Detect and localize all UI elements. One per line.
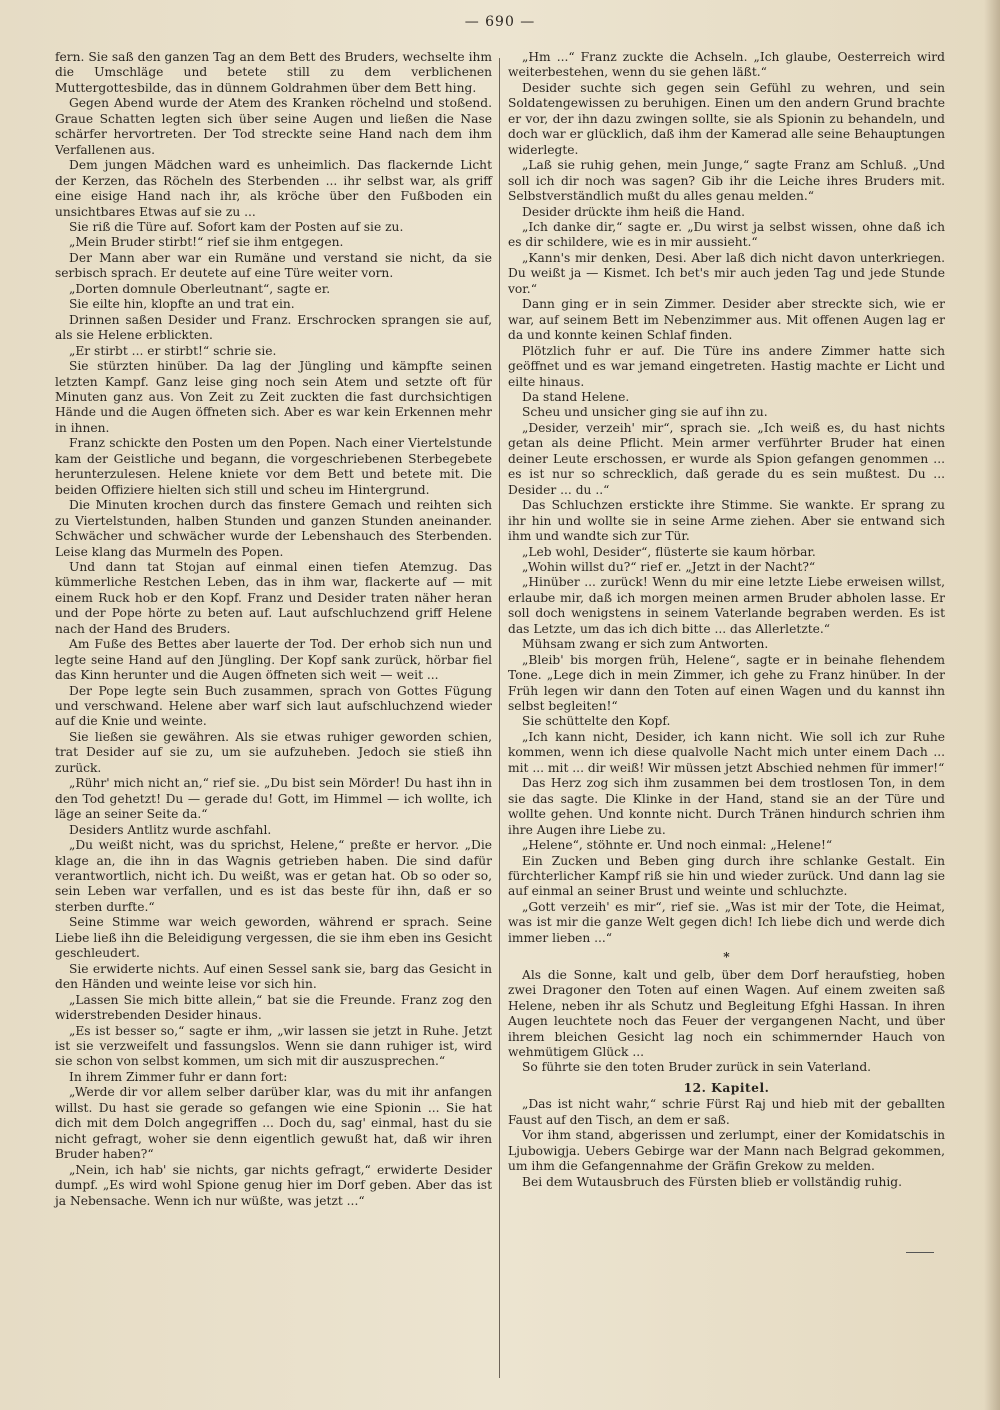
paragraph: „Kann's mir denken, Desi. Aber laß dich nicht davon unterkriegen. Du weißt ja — Kismet. Ich bet's mir auch jeden Tag und jede Stunde vor.“ <box>508 250 945 296</box>
paragraph: Da stand Helene. <box>522 389 630 404</box>
paragraph: Desider suchte sich gegen sein Gefühl zu wehren, und sein Soldatengewissen zu beruhigen. Einen um den andern Grund brachte er vor, der ihn dazu zwingen sollte, sie als Spionin zu behandeln, und doch war er glücklich, daß ihm der Kamerad alle seine Behauptungen widerlegte. <box>508 80 945 157</box>
paragraph: „Laß sie ruhig gehen, mein Junge,“ sagte Franz am Schluß. „Und soll ich dir noch was sagen? Gib ihr die Leiche ihres Bruders mit. Selbstverständlich mußt du alles genau melden.“ <box>508 158 945 204</box>
paragraph: Sie stürzten hinüber. Da lag der Jüngling und kämpfte seinen letzten Kampf. Ganz leise ging noch sein Atem und setzte oft für Minuten ganz aus. Von Zeit zu Zeit zuckten die fast durchsichtigen Hände und die Augen öffneten sich. Aber es war kein Erkennen mehr in ihnen. <box>55 359 492 435</box>
paragraph: „Lassen Sie mich bitte allein,“ bat sie die Freunde. Franz zog den widerstrebenden Desider hinaus. <box>55 992 492 1023</box>
paragraph: fern. Sie saß den ganzen Tag an dem Bett des Bruders, wechselte ihm die Umschläge und betete still zu dem verblichenen Muttergottesbilde, das in dünnem Goldrahmen über dem Bett hing. <box>55 50 492 95</box>
paragraph: So führte sie den toten Bruder zurück in sein Vaterland. <box>522 1060 872 1075</box>
paragraph: Scheu und unsicher ging sie auf ihn zu. <box>522 405 768 420</box>
paragraph: „Leb wohl, Desider“, flüsterte sie kaum hörbar. <box>522 544 816 559</box>
decorative-rule <box>906 1252 934 1253</box>
paragraph: Drinnen saßen Desider und Franz. Erschrocken sprangen sie auf, als sie Helene erblickten. <box>55 312 492 343</box>
paragraph: „Dorten domnule Oberleutnant“, sagte er. <box>69 281 331 296</box>
paragraph: „Das ist nicht wahr,“ schrie Fürst Raj und hieb mit der geballten Faust auf den Tisch, an dem er saß. <box>508 1097 945 1127</box>
paragraph: „Hm ...“ Franz zuckte die Achseln. „Ich glaube, Oesterreich wird weiterbestehen, wenn du sie gehen läßt.“ <box>508 50 945 80</box>
paragraph: Sie schüttelte den Kopf. <box>522 714 671 729</box>
paragraph: Sie ließen sie gewähren. Als sie etwas ruhiger geworden schien, trat Desider auf sie zu, um sie aufzuheben. Jedoch sie stieß ihn zurück. <box>55 729 492 775</box>
paragraph: Bei dem Wutausbruch des Fürsten blieb er vollständig ruhig. <box>522 1174 903 1189</box>
paragraph: „Ich danke dir,“ sagte er. „Du wirst ja selbst wissen, ohne daß ich es dir schildere, wie es in mir aussieht.“ <box>508 219 945 250</box>
paragraph: „Desider, verzeih' mir“, sprach sie. „Ich weiß es, du hast nichts getan als deine Pflicht. Mein armer verführter Bruder hat einen deiner Leute erschossen, er wurde als Spion gefangen genommen ... es ist nur so schrecklich, daß gerade du es sein mußtest. Du ... Desider ... du ..“ <box>508 420 945 497</box>
paragraph: „Er stirbt ... er stirbt!“ schrie sie. <box>69 343 277 358</box>
paragraph: Ein Zucken und Beben ging durch ihre schlanke Gestalt. Ein fürchterlicher Kampf riß sie hin und wieder zurück. Und dann lag sie auf einmal an seiner Brust und weinte und schluchzte. <box>508 853 945 899</box>
paragraph: „Hinüber ... zurück! Wenn du mir eine letzte Liebe erweisen willst, erlaube mir, daß ich morgen meinen armen Bruder abholen lasse. Er soll doch wenigstens in seinem Vaterlande begraben werden. Es ist das Letzte, um das ich dich bitte ... das Allerletzte.“ <box>508 575 945 636</box>
page-number: — 690 — <box>464 14 536 30</box>
page-edge-shadow <box>984 0 1000 1410</box>
paragraph: Der Mann aber war ein Rumäne und verstand sie nicht, da sie serbisch sprach. Er deutete auf eine Türe weiter vorn. <box>55 250 492 281</box>
paragraph: „Ich kann nicht, Desider, ich kann nicht. Wie soll ich zur Ruhe kommen, wenn ich diese qualvolle Nacht mich unter einem Dach ... mit ... mit ... dir weiß! Wir müssen jetzt Abschied nehmen für immer!“ <box>508 729 945 775</box>
paragraph: Seine Stimme war weich geworden, während er sprach. Seine Liebe ließ ihn die Beleidigung vergessen, die sie ihm eben ins Gesicht geschleudert. <box>55 915 492 961</box>
paragraph: Sie eilte hin, klopfte an und trat ein. <box>69 297 295 312</box>
paragraph: Das Schluchzen erstickte ihre Stimme. Sie wankte. Er sprang zu ihr hin und wollte sie in seine Arme ziehen. Aber sie entwand sich ihm und wandte sich zur Tür. <box>508 498 945 544</box>
paragraph: Vor ihm stand, abgerissen und zerlumpt, einer der Komidatschis in Ljubowigja. Uebers Gebirge war der Mann nach Belgrad gekommen, um ihm die Gefangennahme der Gräfin Grekow zu melden. <box>508 1128 945 1174</box>
paragraph: „Werde dir vor allem selber darüber klar, was du mit ihr anfangen willst. Du hast sie gerade so gefangen wie eine Spionin ... Sie hat dich mit dem Dolch angegriffen ... Doch du, sag' einmal, hast du sie nicht gefragt, woher sie denn eigentlich gewußt hat, daß wir ihren Bruder haben?“ <box>55 1085 492 1162</box>
paragraph: Als die Sonne, kalt und gelb, über dem Dorf heraufstieg, hoben zwei Dragoner den Toten auf einen Wagen. Auf einem zweiten saß Helene, neben ihr als Schutz und Begleitung Efghi Hassan. In ihren Augen leuchtete noch das Feuer der vergangenen Nacht, und über ihrem bleichen Gesicht lag noch ein schimmernder Hauch von wehmütigem Glück ... <box>508 967 945 1059</box>
paragraph: Der Pope legte sein Buch zusammen, sprach von Gottes Fügung und verschwand. Helene aber warf sich laut aufschluchzend wieder auf die Knie und weinte. <box>55 683 492 729</box>
chapter-heading: 12. Kapitel. <box>683 1079 770 1095</box>
paragraph: Desiders Antlitz wurde aschfahl. <box>69 822 272 837</box>
paragraph: Sie erwiderte nichts. Auf einen Sessel sank sie, barg das Gesicht in den Händen und weinte leise vor sich hin. <box>55 961 492 992</box>
paragraph: Und dann tat Stojan auf einmal einen tiefen Atemzug. Das kümmerliche Restchen Leben, das in ihm war, flackerte auf — mit einem Ruck hob er den Kopf. Franz und Desider traten näher heran und der Pope hörte zu beten auf. Laut aufschluchzend griff Helene nach der Hand des Bruders. <box>55 559 492 636</box>
paragraph: „Mein Bruder stirbt!“ rief sie ihm entgegen. <box>69 235 344 250</box>
column-divider <box>499 58 500 1378</box>
paragraph: Das Herz zog sich ihm zusammen bei dem trostlosen Ton, in dem sie das sagte. Die Klinke in der Hand, stand sie an der Türe und wollte gehen. Und konnte nicht. Durch Tränen hindurch schrien ihm ihre Augen ihre Liebe zu. <box>508 776 945 837</box>
paragraph: Mühsam zwang er sich zum Antworten. <box>522 637 769 652</box>
paragraph: Plötzlich fuhr er auf. Die Türe ins andere Zimmer hatte sich geöffnet und es war jemand eingetreten. Hastig machte er Licht und eilte hinaus. <box>508 343 945 389</box>
paragraph: „Helene“, stöhnte er. Und noch einmal: „Helene!“ <box>522 838 833 853</box>
paragraph: Gegen Abend wurde der Atem des Kranken röchelnd und stoßend. Graue Schatten legten sich über seine Augen und ließen die Nase schärfer hervortreten. Der Tod streckte seine Hand nach dem ihm Verfallenen aus. <box>55 96 492 157</box>
section-break-star: * <box>723 949 730 965</box>
paragraph: Desider drückte ihm heiß die Hand. <box>522 204 746 219</box>
paragraph: In ihrem Zimmer fuhr er dann fort: <box>69 1069 288 1084</box>
paragraph: Sie riß die Türe auf. Sofort kam der Posten auf sie zu. <box>69 219 404 234</box>
paragraph: „Bleib' bis morgen früh, Helene“, sagte er in beinahe flehendem Tone. „Lege dich in mein Zimmer, ich gehe zu Franz hinüber. In der Früh legen wir dann den Toten auf einen Wagen und du kannst ihn selbst begleiten!“ <box>508 652 945 714</box>
paragraph: „Nein, ich hab' sie nichts, gar nichts gefragt,“ erwiderte Desider dumpf. „Es wird wohl Spione genug hier im Dorf geben. Aber das ist ja Nebensache. Wenn ich nur wüßte, was jetzt ...“ <box>55 1162 492 1208</box>
paragraph: Franz schickte den Posten um den Popen. Nach einer Viertelstunde kam der Geistliche und begann, die vorgeschriebenen Sterbegebete herunterzulesen. Helene kniete vor dem Bett und betete mit. Die beiden Offiziere hielten sich still und scheu im Hintergrund. <box>55 436 492 497</box>
paragraph: Die Minuten krochen durch das finstere Gemach und reihten sich zu Viertelstunden, halben Stunden und ganzen Stunden aneinander. Schwächer und schwächer wurde der Lebenshauch des Sterbenden. Leise klang das Murmeln des Popen. <box>55 498 492 559</box>
paragraph: „Es ist besser so,“ sagte er ihm, „wir lassen sie jetzt in Ruhe. Jetzt ist sie verzweifelt und fassungslos. Wenn sie dann ruhiger ist, wird sie schon von selbst kommen, um sich mit dir auszusprechen.“ <box>55 1023 492 1069</box>
paragraph: „Wohin willst du?“ rief er. „Jetzt in der Nacht?“ <box>522 559 816 574</box>
paragraph: „Du weißt nicht, was du sprichst, Helene,“ preßte er hervor. „Die klage an, die ihn in das Wagnis getrieben haben. Die sind dafür verantwortlich, nicht ich. Du weißt, was er getan hat. Ob so oder so, sein Leben war verfallen, und es ist das beste für ihn, daß er so sterben durfte.“ <box>55 838 492 914</box>
paragraph: „Rühr' mich nicht an,“ rief sie. „Du bist sein Mörder! Du hast ihn in den Tod gehetzt! Du — gerade du! Gott, im Himmel — ich wollte, ich läge an seiner Seite da.“ <box>55 776 492 822</box>
paragraph: Dem jungen Mädchen ward es unheimlich. Das flackernde Licht der Kerzen, das Röcheln des Sterbenden ... ihr selbst war, als griff eine eisige Hand nach ihr, als kröche über den Fußboden ein unsichtbares Etwas auf sie zu ... <box>55 158 492 219</box>
paragraph: Dann ging er in sein Zimmer. Desider aber streckte sich, wie er war, auf seinem Bett im Nebenzimmer aus. Mit offenen Augen lag er da und konnte keinen Schlaf finden. <box>508 297 945 343</box>
paragraph: „Gott verzeih' es mir“, rief sie. „Was ist mir der Tote, die Heimat, was ist mir die ganze Welt gegen dich! Ich liebe dich und werde dich immer lieben ...“ <box>508 899 945 945</box>
paragraph: Am Fuße des Bettes aber lauerte der Tod. Der erhob sich nun und legte seine Hand auf den Jüngling. Der Kopf sank zurück, hörbar fiel das Kinn herunter und die Augen öffneten sich weit — weit ... <box>55 637 492 683</box>
right-text-column <box>508 50 945 1190</box>
left-text-column <box>55 50 492 1209</box>
